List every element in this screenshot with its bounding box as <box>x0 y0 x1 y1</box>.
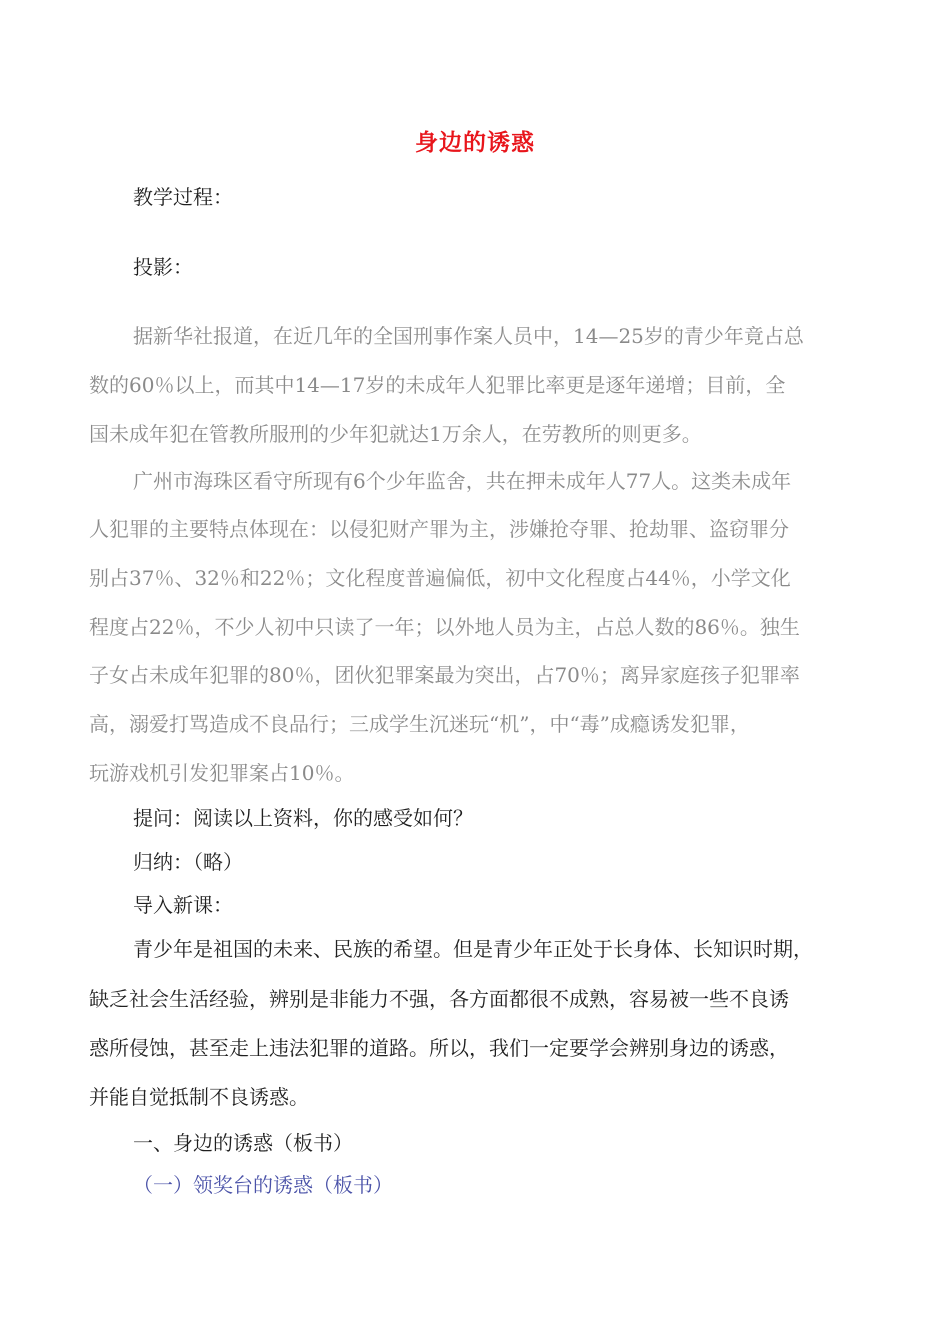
subsection-heading-1: （一）领奖台的诱惑（板书） <box>133 1173 393 1197</box>
para2-line-3: 别占37％、32％和22％；文化程度普遍偏低，初中文化程度占44％，小学文化 <box>89 566 791 590</box>
para3-line-4: 并能自觉抵制不良诱惑。 <box>89 1085 309 1109</box>
para3-line-3: 惑所侵蚀，甚至走上违法犯罪的道路。所以，我们一定要学会辨别身边的诱惑， <box>89 1036 789 1060</box>
section-heading-1: 一、身边的诱惑（板书） <box>133 1131 353 1155</box>
para2-line-7: 玩游戏机引发犯罪案占10％。 <box>89 761 355 785</box>
para3-line-2: 缺乏社会生活经验，辨别是非能力不强，各方面都很不成熟，容易被一些不良诱 <box>89 987 789 1011</box>
page-title: 身边的诱惑 <box>415 129 535 156</box>
para2-line-5: 子女占未成年犯罪的80％，团伙犯罪案最为突出，占70％；离异家庭孩子犯罪率 <box>89 663 800 687</box>
heading-teaching-process: 教学过程： <box>133 185 233 209</box>
para1-line-3: 国未成年犯在管教所服刑的少年犯就达1万余人，在劳教所的则更多。 <box>89 422 702 446</box>
question-line: 提问：阅读以上资料，你的感受如何？ <box>133 806 473 830</box>
para1-line-2: 数的60％以上，而其中14—17岁的未成年人犯罪比率更是逐年递增；目前，全 <box>89 373 786 397</box>
intro-heading: 导入新课： <box>133 893 233 917</box>
para2-line-1: 广州市海珠区看守所现有6个少年监舍，共在押未成年人77人。这类未成年 <box>133 469 792 493</box>
para3-line-1: 青少年是祖国的未来、民族的希望。但是青少年正处于长身体、长知识时期， <box>133 937 813 961</box>
summary-line: 归纳：（略） <box>133 850 243 874</box>
para2-line-2: 人犯罪的主要特点体现在：以侵犯财产罪为主，涉嫌抢夺罪、抢劫罪、盗窃罪分 <box>89 517 789 541</box>
para1-line-1: 据新华社报道，在近几年的全国刑事作案人员中，14—25岁的青少年竟占总 <box>133 324 804 348</box>
para2-line-6: 高，溺爱打骂造成不良品行；三成学生沉迷玩“机”，中“毒”成瘾诱发犯罪， <box>89 712 750 736</box>
heading-projection: 投影： <box>133 255 193 279</box>
para2-line-4: 程度占22％，不少人初中只读了一年；以外地人员为主，占总人数的86％。独生 <box>89 615 800 639</box>
